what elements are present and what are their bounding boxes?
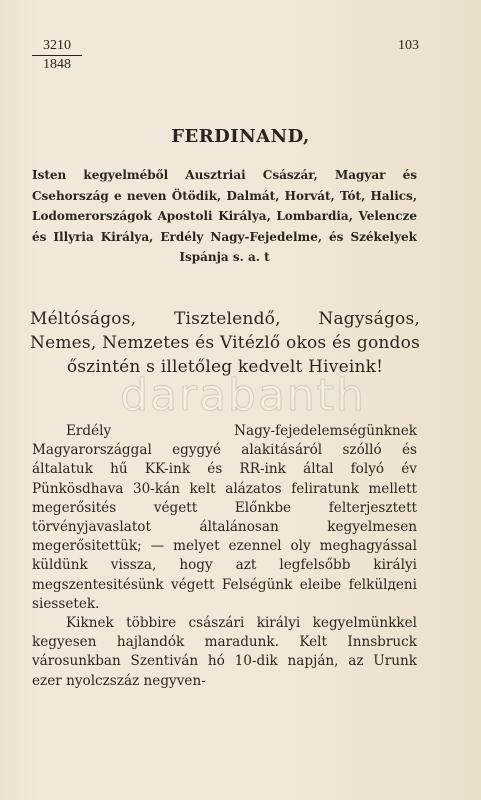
watermark: darabanth (120, 370, 366, 421)
body-text (32, 422, 417, 691)
shelf-number (32, 38, 82, 73)
shelf-number-bottom: 1848 (43, 57, 71, 72)
paragraph: Kiknek többire császári királyi kegyelmünkkel kegyesen hajlandók maradunk. Kelt Innsbruck városunkban Szentiván hó 10-dik napján, az Urunk ezer nyolczszáz negyven- (32, 615, 417, 689)
royal-titles: Isten kegyelméből Ausztriai Császár, Magyar és Csehország e neven Ötödik, Dalmát, Horvát, Tót, Halics, Lodomerországok Apostoli Királya, Lombardia, Velencze és Illyria Királya, Erdély Nagy-Fejedelme, és Székelyek Ispánja s. a. t (32, 168, 417, 264)
paragraph: Erdély Nagy-fejedelemségünknek Magyarországgal egygyé alakitásáról szólló és általatuk hű KK-ink és RR-ink által folyó év Pünkösdhava 30-kán kelt alázatos feliratunk mellett megerősités végett Előnkbe felterjesztett törvényjavaslatot általánosan kegyelmesen megerősitettük; — melyet ezennel oly meghagyással küldünk vissza, hogy azt legfelsőbb királyi megszentesitésünk végett Felségünk eleibe felkülдeni siessetek. (32, 423, 417, 612)
shelf-number-top: 3210 (32, 38, 82, 56)
document-title: FERDINAND, (171, 126, 310, 147)
page-number: 103 (398, 38, 419, 53)
salutation: Méltóságos, Tisztelendő, Nagyságos, Nemes, Nemzetes és Vitézlő okos és gondos őszintén s illetőleg kedvelt Hiveink! (30, 309, 420, 377)
